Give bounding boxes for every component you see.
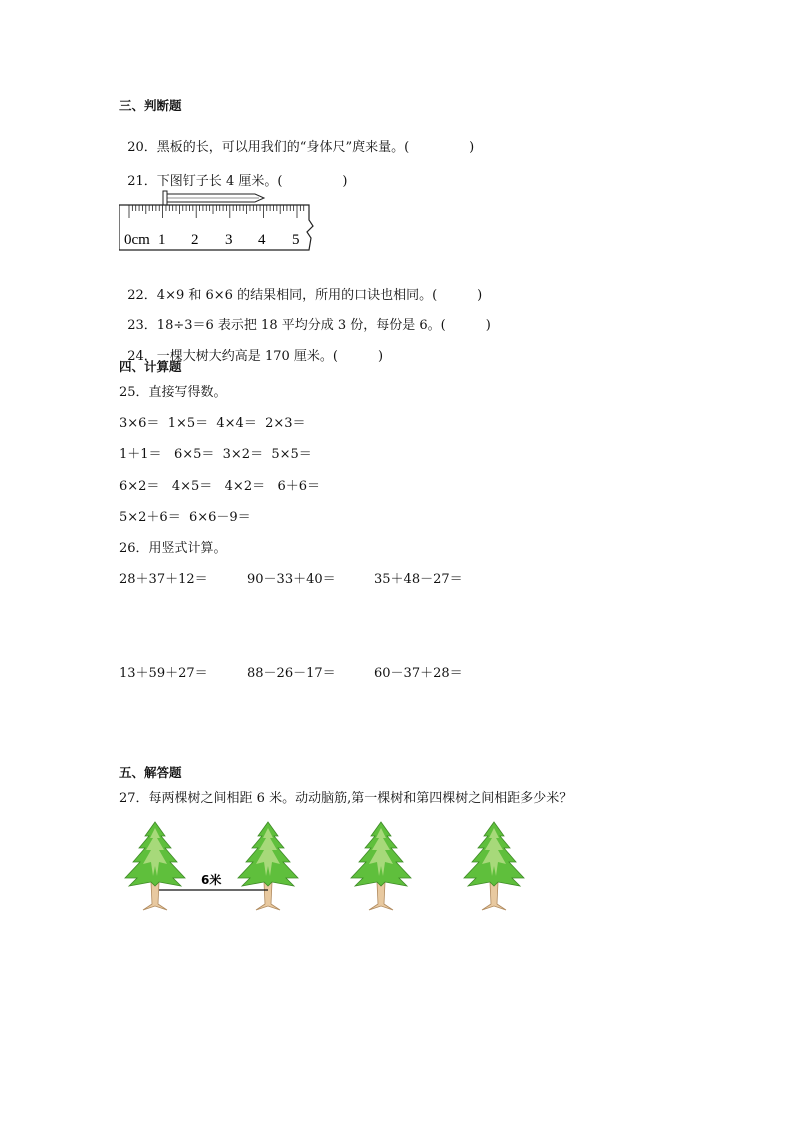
question-21 xyxy=(119,158,348,190)
question-20-text: 20．黑板的长，可以用我们的“身体尺”庹来量。( xyxy=(127,140,410,155)
q26-expr-6: 60－37＋28＝ xyxy=(374,666,463,681)
question-22 xyxy=(119,272,482,304)
q25-row-1: 3×6＝ 1×5＝ 4×4＝ 2×3＝ xyxy=(119,416,306,431)
q26-expr-2: 90－33＋40＝ xyxy=(247,572,336,587)
ruler-label-5: 5 xyxy=(292,232,300,248)
question-23 xyxy=(119,302,491,334)
distance-label: 6米 xyxy=(201,873,222,887)
question-27: 27．每两棵树之间相距 6 米。动动脑筋,第一棵树和第四棵树之间相距多少米？ xyxy=(119,791,573,806)
question-24-text: 24．一棵大树大约高是 170 厘米。( xyxy=(127,349,338,364)
q26-expr-1: 28＋37＋12＝ xyxy=(119,572,208,587)
question-20-close: ) xyxy=(469,140,475,155)
q26-expr-5: 88－26－17＝ xyxy=(247,666,336,681)
nail-icon xyxy=(163,191,264,205)
trees-figure xyxy=(119,818,539,913)
question-22-close: ) xyxy=(477,288,483,303)
tree-icon-3 xyxy=(351,822,411,910)
question-21-close: ) xyxy=(342,174,348,189)
q25-row-4: 5×2＋6＝ 6×6－9＝ xyxy=(119,510,251,525)
ruler-with-nail-figure xyxy=(119,190,319,252)
question-21-text: 21．下图钉子长 4 厘米。( xyxy=(127,174,283,189)
question-24-close: ) xyxy=(377,349,384,364)
q25-row-3: 6×2＝ 4×5＝ 4×2＝ 6＋6＝ xyxy=(119,479,321,494)
ruler-label-1: 1 xyxy=(158,232,166,248)
question-25-title: 25．直接写得数。 xyxy=(119,385,227,400)
question-23-close: ) xyxy=(485,318,491,333)
tree-icon-1 xyxy=(125,822,185,910)
section-heading-calc: 四、计算题 xyxy=(119,359,182,374)
section-heading-answer: 五、解答题 xyxy=(119,765,182,780)
q26-expr-4: 13＋59＋27＝ xyxy=(119,666,208,681)
tree-icon-4 xyxy=(464,822,524,910)
ruler-label-2: 2 xyxy=(191,232,199,248)
ruler-label-0: 0cm xyxy=(124,232,150,248)
question-20 xyxy=(119,124,474,156)
ruler-label-3: 3 xyxy=(225,232,233,248)
q25-row-2: 1＋1＝ 6×5＝ 3×2＝ 5×5＝ xyxy=(119,447,312,462)
tree-icon-2 xyxy=(238,822,298,910)
question-26-title: 26．用竖式计算。 xyxy=(119,541,227,556)
question-23-text: 23．18÷3＝6 表示把 18 平均分成 3 份，每份是 6。( xyxy=(127,318,446,333)
q26-expr-3: 35＋48－27＝ xyxy=(374,572,463,587)
ruler-label-4: 4 xyxy=(258,232,266,248)
question-22-text: 22．4×9 和 6×6 的结果相同，所用的口诀也相同。( xyxy=(127,288,438,303)
section-heading-judge: 三、判断题 xyxy=(119,98,182,113)
